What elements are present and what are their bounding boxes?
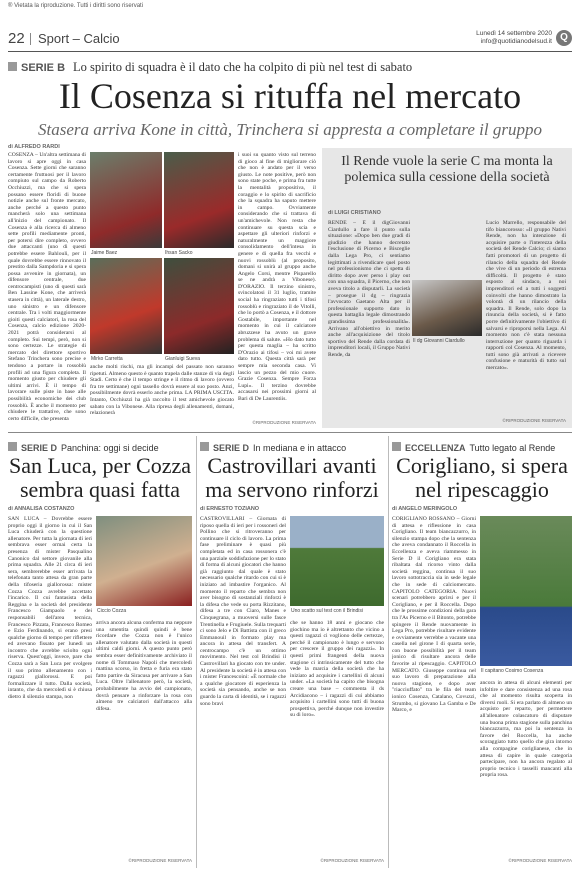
article4-text-1: CORIGLIANO ROSSANO – Giorni di attesa e riflessione in casa Corigliano. Il team biancazzurro, in silenzio stampa dopo che la sentenza che aveva condannato il Roccella in Eccellenza e aveva riammesso in Serie D il Corigliano era stata ribaltata dal ricorso vinto dalla società reggina, continua il suo lavoro sottotraccia sia in sede legale che in sede di calciomercato. CAPITOLO CATEGORIA. Nuovi scenari potrebbero aprirsi e per il Corigliano, e per il Roccella. Dopo che le prossime condizioni della gara tra l'As Picerno e il Bitonto, potrebbe spingere il Rende nuovamente in Lega Pro, potrebbe risultare evidente e ovviamente verrebbe a vacante una casella nel girone I di quarta serie, con buone possibilità per il team jonico di risultare ancora delle favorite al ripescaggio. CAPITOLO MERCATO. Giuseppe continua nel suo lavoro di preparazione alla nuova stagione, e dopo aver "riacciuffato" tra le fila del team ionico Cosenza, Catalano, Covuzzi, Strumbo, si giovano La Gamba e De Marco, e xyxy=(392,516,476,714)
article3-col-2 xyxy=(290,620,384,856)
player-photo xyxy=(164,258,234,354)
page-number: 22 xyxy=(8,30,25,47)
sidebar-col-1 xyxy=(328,220,410,424)
article2-copyright: ©RIPRODUZIONE RISERVATA xyxy=(128,858,192,863)
sidebar-copyright: ©RIPRODUZIONE RISERVATA xyxy=(502,418,566,423)
main-text-3: anche molti rischi, ma gli incampi del passato non saranno ripetuti. Almeno questo è quanto trapela dalle stanze di via degli Stadi. Certo è che il tempo stringe e il ritmo di lavoro (ovvero fra tre settimane) ogni tassello dovrà essere al suo posto. Anzi, possibilmente dovrà esserlo anche prima. LA PRIMA USCITA. Intanto, Occhiuzzi ha già raccolto il test amichevole giocato sabato con la Vibonese. Alla ripresa degli allenamenti, domani, relazionerà xyxy=(90,364,234,417)
article4-copyright: ©RIPRODUZIONE RISERVATA xyxy=(508,858,572,863)
header-divider xyxy=(30,33,31,45)
sidebar-box xyxy=(322,148,572,428)
sidebar-text-1: RENDE – È il digGiovanni Ciardullo a fare il punto sulla situazione: «Dopo ben due gradi di giudizio che hanno decretato l'esclusione di Picerno e Bisceglie dalla Lega Pro, ci sentiamo legittimati a rivendicare quel posto nel professionismo che ci spetta di diritto dopo aver perso i play out con una squadra, il Picerno, che non aveva titolo a disputarli. La società – prosegue il dg – ringrazia l'avvocato Gaetano Alta per il professionale supporto dato in questa battaglia legale dimostrando grandissima professionalità». Arrivano all'obiettivo in merito anche all'acquisizione del titolo sportivo del Rende dalla cordata di imprenditori locali, il Gruppo Nativi Rende, da xyxy=(328,220,410,358)
kicker-label: SERIE B xyxy=(21,62,66,74)
photo-caption: Ciccio Cozza xyxy=(97,608,127,614)
player-photo xyxy=(90,152,162,248)
coach-photo xyxy=(96,516,192,606)
column-divider xyxy=(388,436,389,868)
article2-headline: San Luca, per Cozza sembra quasi fatta xyxy=(8,453,192,502)
issue-date: Lunedì 14 settembre 2020 xyxy=(476,30,552,37)
page-header xyxy=(8,30,572,48)
main-col-3 xyxy=(90,364,234,426)
photo-caption: Mirko Carretta xyxy=(91,356,123,362)
article4-col-2 xyxy=(480,680,572,856)
header-rule xyxy=(8,51,572,52)
article3-text-2: che se hanno 18 anni e giocano che giochino ma io è altrettanto che vicino a questi ragazzi ci vogliono delle certezze, perché il campionato è lungo e servono per crescere il gruppo dei ragazzi». In questi primi frangenti della nuova stagione ci intrinsicamente del tutto che vede la marcia della società che ha iniziato ad acquisire i cartellini di alcuni under. «La società ha capito che bisogna creare una base – commenta il ds Arcidiacono – i ragazzi di cui abbiamo acquisito i cartellini sono tutti di buona prospettiva, perché dunque non investire su di loro». xyxy=(290,620,384,719)
main-kicker xyxy=(8,58,572,76)
newspaper-logo-icon: Q xyxy=(556,30,572,46)
photo-caption: Il dg Giovanni Ciardullo xyxy=(413,338,465,344)
article2-text-2: arriva ancora alcuna conferma ma neppure una smentita quindi quindi è bene ricordare che Cozza non è l'unico allenatore valutato dalla società in questi ultimi caldi giorni. A questo punto però sembra esser definitivamente archiviato il nome di Tommaso Napoli che mercoledì mattina scorso, in fretta e furia era stato fatto partire da Siracusa per arrivare a San Luca. Oltre l'allenatore però, la società, probabilmente ha avvio del campionato, dovrà pensare a rinforzare la rosa con almeno tre calciatori dall'attacco alla difesa. xyxy=(96,620,192,712)
article2-byline: di ANNALISA COSTANZO xyxy=(8,506,75,512)
article3-col-1 xyxy=(200,516,286,866)
column-divider xyxy=(196,436,197,868)
main-text-1: COSENZA – Un'altra settimana di lavoro si apre oggi in casa Cosenza. Sette giorni che saranno certamente fruttuosi per il lavoro compiuto sul campo da Roberto Occhiuzzi, ma che si spera possano essere floridi di buone notizie anche sul fronte mercato, anche perché a questo punto mancherà solo una settimana all'inizio del campionato. Il Cosenza è alla ricerca di almeno sette profili mediamente pronti, per potersi dire completo, ovvero due attaccanti (uno di questi potrebbe essere Bahlouli, per il quale dovrebbe essere rinnovato il prestito dalla Sampdoria e si spera possa avvenire in giornata), un difensore centrale, due centrocampisti (uno di questi sarà Ben Lassine Kone, che arriverà stasera in città), un laterale destro, uno sinistro e un difensore centrale. Tra i volti maggiormente gioiti questi calciatori, la rosa del Cosenza, calcio edizione 2020-2021 potrà considerarsi al completo. Sui tempi, però, non si sono certezze. Le strategie di mercato del direttore sportivo Stefano Trinchera sono precise e tendono a portare in rossoblù profili ad una figura completa. Il momento giusto per chiudere gli ultimi arrivi. È il tempo di lavorare sulle piste in base alle possibilità economiche dei club rossoblù. È anche il momento per chiudere le trattative, che sono certo difficile, che presenta xyxy=(8,152,86,422)
kicker-square-icon xyxy=(392,442,401,451)
article3-byline: di ERNESTO TOZIANO xyxy=(200,506,260,512)
kicker-label: SERIE D xyxy=(21,443,58,453)
kicker-text: Panchina: oggi si decide xyxy=(61,443,159,453)
photo-caption: Uno scatto sul test con il Brindisi xyxy=(291,608,363,614)
kicker-text: Tutto legato al Rende xyxy=(469,443,556,453)
article3-copyright: ©RIPRODUZIONE RISERVATA xyxy=(320,858,384,863)
main-headline: Il Cosenza si rituffa nel mercato xyxy=(58,76,522,116)
kicker-text: Lo spirito di squadra è il dato che ha colpito di più nel test di sabato xyxy=(73,60,413,74)
sidebar-title: Il Rende vuole la serie C ma monta la polemica sulla cessione della società xyxy=(341,154,553,185)
photo-caption: Il capitano Cosimo Cosenza xyxy=(481,668,544,674)
header-date-block xyxy=(412,30,552,46)
article4-headline: Corigliano, si spera nel ripescaggio xyxy=(396,453,568,502)
article4-byline: di ANGELO MERINGOLO xyxy=(392,506,458,512)
dg-photo xyxy=(412,280,482,336)
main-col-4 xyxy=(238,152,316,418)
article3-headline: Castrovillari avanti ma servono rinforzi xyxy=(205,453,379,502)
article2-text-1: SAN LUCA – Dovrebbe essere proprio oggi il giorno in cui il San Luca chiuderà con la questione allenatore. Per tutta la giornata di ieri sembrava esser ormai certa la presenza di mister Pasqualino Canonico dal settore giovanile alla prima squadra. Alle 21 circa di ieri sera, sembrerebbe esser arrivata la telefonata tanto attesa da gran parte della tifoseria giallorossa: mister Cozza Cozza avrebbe accettato l'incarico. Il cui fantasista della Reggina e la società del presidente Francesco Giampaolo e dei responsabili dell'area tecnica, Francesco Pizzata, Francesco Romeo e Ezio Ferdinando, si erano presi qualche giorno di tempo per riflettere ed avevano fissato per lunedì un incontro che avrebbe sciolto ogni riserva. Quest'oggi, invece, pare che Cozza sarà a San Luca per svolgere il suo primo allenamento con i ragazzi giallorossi. E poi formalizzare il tutto. Dalla società, intanto, che da mercoledì si è chiusa dietro il silenzio stampa, non xyxy=(8,516,92,701)
main-subheadline: Stasera arriva Kone in città, Trinchera si appresta a completare il gruppo xyxy=(38,120,542,139)
kicker-text: In mediana e in attacco xyxy=(253,443,347,453)
sidebar-byline: di LUIGI CRISTIANO xyxy=(328,210,381,216)
article4-text-2: ancora in attesa di alcuni elementi per infoltire e dare consistenza ad una rosa che al momento risulta scoperta in diversi ruoli. Si era parlato di almeno un acquisto per reparto, per permettere all'allenatore colascaturo di disputare una buona prima stagione sulla panchina biancazzurra, ma poi la sentenza in favore del Roccella, ha anche scoraggiato tutto quello che gira intorno alla compagine coriglianese, che in attesa di capire in quale categoria partecipare, non ha ancora regalato al proprio tecnico i tasselli mancanti alla propria rosa. xyxy=(480,680,572,779)
kicker-square-icon xyxy=(8,62,17,71)
contact-email: info@quotidianodelsud.it xyxy=(480,38,552,45)
article4-col-1 xyxy=(392,516,476,866)
player-photo xyxy=(164,152,234,248)
kicker-square-icon xyxy=(8,442,17,451)
photo-caption: Gianluigi Sueva xyxy=(165,356,201,362)
main-copyright: ©RIPRODUZIONE RISERVATA xyxy=(252,420,316,425)
article2-col-2 xyxy=(96,620,192,856)
article3-text-1: CASTROVILLARI – Giornata di riposo quella di ieri per i rossoneri del Pollino che si ritroveranno per continuare il ciclo di lavoro. La prima fase preliminare è quasi più completata ed in casa rossonera c'è una parziale soddisfazione per lo stato di forma di alcuni giocatori che hanno già raggiunto dal quale è stato necessario qualche ritardo con cui si è iniziato ad imbastire l'organico. Al momento il reparto che sembra non aver bisogno di sostanziali rinforzi è la difesa che vede su porta Rizzitano, difesa a tre con Ciaro, Manes e Cinquegrana, a muoversi sulle fasce Trentinella e Frugiuele. Sulla trequarti ci sono Jelo e Di Battista con il greco Emmanouil in formato play ma ancora in attesa del transfert. A centrocampo c'è un ottimo movimento. Nel test col Brindisi il Castrovillari ha giocato con tre under. Al presidente la società è in attesa con i mister Francescoini: «È normale che a qualche giocatore di esperienza la società sia pensando, anche se non guardo la carta di identità, se i ragazzi sono bravi xyxy=(200,516,286,707)
kicker-square-icon xyxy=(200,442,209,451)
section-name: Sport – Calcio xyxy=(38,31,120,46)
main-byline: di ALFREDO RARDI xyxy=(8,144,60,150)
captain-photo xyxy=(480,516,572,666)
player-photo xyxy=(90,258,162,354)
sidebar-text-2: Lucio Marrello, responsabile del tifo biancorosso: «Il gruppo Nativi Rende, non ha intenzione di acquisire parte o l'interezza della società del Rende Calcio; ci siamo fatti promotori di un progetto di rilancio della squadra del Rende che vive di un periodo di estrema difficoltà. Il progetto è stato esposto al sindaco, a noi imprenditori ed a tutti i soggetti coinvolti che hanno dimostrato la volontà di un rilancio della squadra. Il Rende, solo dopo la rinuncia della società, si è fatto porre definitivamente l'obiettivo di salvarsi e riproporsi nella Lega. Al momento non c'è stata nessuna interruzione per quanto riguarda i rapporti col Cosenza. Al momento, tutti sono già arrivati a ricevere confusione e maturità di tutto sul mercato». xyxy=(486,220,566,372)
photo-caption: Jaime Baez xyxy=(91,250,118,256)
match-photo xyxy=(290,516,384,606)
article2-col-1 xyxy=(8,516,92,866)
kicker-label: SERIE D xyxy=(213,443,250,453)
photo-caption: Ihsan Sacko xyxy=(165,250,193,256)
sidebar-col-2 xyxy=(486,220,566,416)
copyright-notice: ® Vietata la riproduzione. Tutti i diritti sono riservati xyxy=(8,3,144,9)
main-text-4: i suoi su quanto visto sul terreno di gioco al fine di migliorare ciò che non è andato per il verso giusto. Le note positive, però non sono state poche, e prima fra tutte la mentalità propositiva, il coraggio e lo spirito di sacrificio che la squadra ha saputo mettere in campo. Ovviamente considerando che si trattava di un'amichevole. Non resta che continuare su questa scia e aspettare gli ulteriori rinforzi e naturalmente un maggiore consolidamento dell'intesa in genere e di quella fra vecchi e nuovi rossoblù (al proposito, domani si unirà al gruppo anche Angelo Corsi, mentre Pisparello se ne andrà a Vibonese). D'ORAZIO. Il terzino sinistro, svincolatosi il 31 luglio, tramite social ha ringraziato tutti i tifosi rossoblù e ringraziato il de Vitolli, che lo portò a Cosenza, e il dottore Gostabile, importante nel momento in cui il calciatore abruzzese ha avuto un grave problema di salute. «Ho dato tutto per questa maglia – ha scritto D'Orazio ai tifosi – voi mi avete dato tutto. Questa città sarà per sempre mia seconda casa. Vi lascio un pezzo del mio cuore. Grazie Cosenza. Sempre Forza Lupi». Il terzino dovrebbe accasarsi nei prossimi giorni al Bari di De Laurentiis. xyxy=(238,152,316,402)
section-rule xyxy=(8,432,572,433)
kicker-label: ECCELLENZA xyxy=(405,443,466,453)
main-col-1 xyxy=(8,152,86,426)
